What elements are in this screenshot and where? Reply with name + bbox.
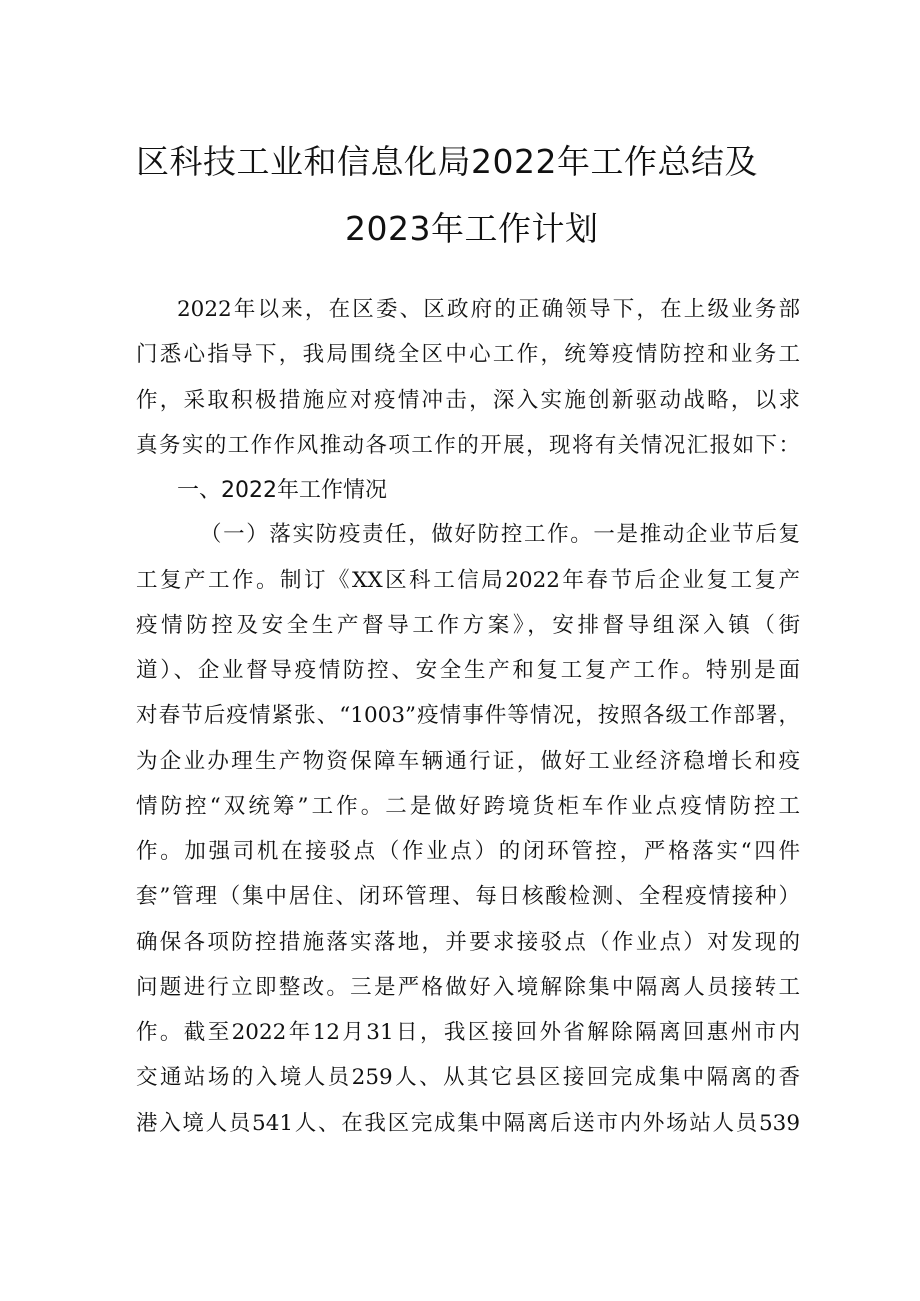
body-line: 作。截至2022年12月31日，我区接回外省解除隔离回惠州市内 [136,1020,800,1045]
body-line: 情防控“双统筹”工作。二是做好跨境货柜车作业点疫情防控工 [136,794,800,819]
intro-line: 真务实的工作作风推动各项工作的开展，现将有关情况汇报如下： [136,433,800,458]
body-line: 港入境人员541人、在我区完成集中隔离后送市内外场站人员539 [136,1111,800,1136]
document-title-line-1: 区科技工业和信息化局2022年工作总结及 [136,142,758,181]
section-heading: 一、2022年工作情况 [177,478,387,503]
body-line: 问题进行立即整改。三是严格做好入境解除集中隔离人员接转工 [136,975,800,1000]
body-line: 套”管理（集中居住、闭环管理、每日核酸检测、全程疫情接种） [136,884,800,909]
body-line: 确保各项防控措施落实落地，并要求接驳点（作业点）对发现的 [136,930,800,955]
body-line: 工复产工作。制订《XX区科工信局2022年春节后企业复工复产 [136,568,800,593]
body-line: 作。加强司机在接驳点（作业点）的闭环管控，严格落实“四件 [136,839,800,864]
intro-line: 2022年以来，在区委、区政府的正确领导下，在上级业务部 [177,297,800,322]
body-line: 道）、企业督导疫情防控、安全生产和复工复产工作。特别是面 [136,658,800,683]
body-line: （一）落实防疫责任，做好防控工作。一是推动企业节后复 [200,522,800,547]
document-title-line-2: 2023年工作计划 [345,209,599,248]
body-line: 疫情防控及安全生产督导工作方案》，安排督导组深入镇（街 [136,613,800,638]
body-line: 为企业办理生产物资保障车辆通行证，做好工业经济稳增长和疫 [136,749,800,774]
body-line: 对春节后疫情紧张、“1003”疫情事件等情况，按照各级工作部署， [136,703,800,728]
intro-line: 作，采取积极措施应对疫情冲击，深入实施创新驱动战略，以求 [136,388,800,413]
intro-line: 门悉心指导下，我局围绕全区中心工作，统筹疫情防控和业务工 [136,342,800,367]
body-line: 交通站场的入境人员259人、从其它县区接回完成集中隔离的香 [136,1065,800,1090]
